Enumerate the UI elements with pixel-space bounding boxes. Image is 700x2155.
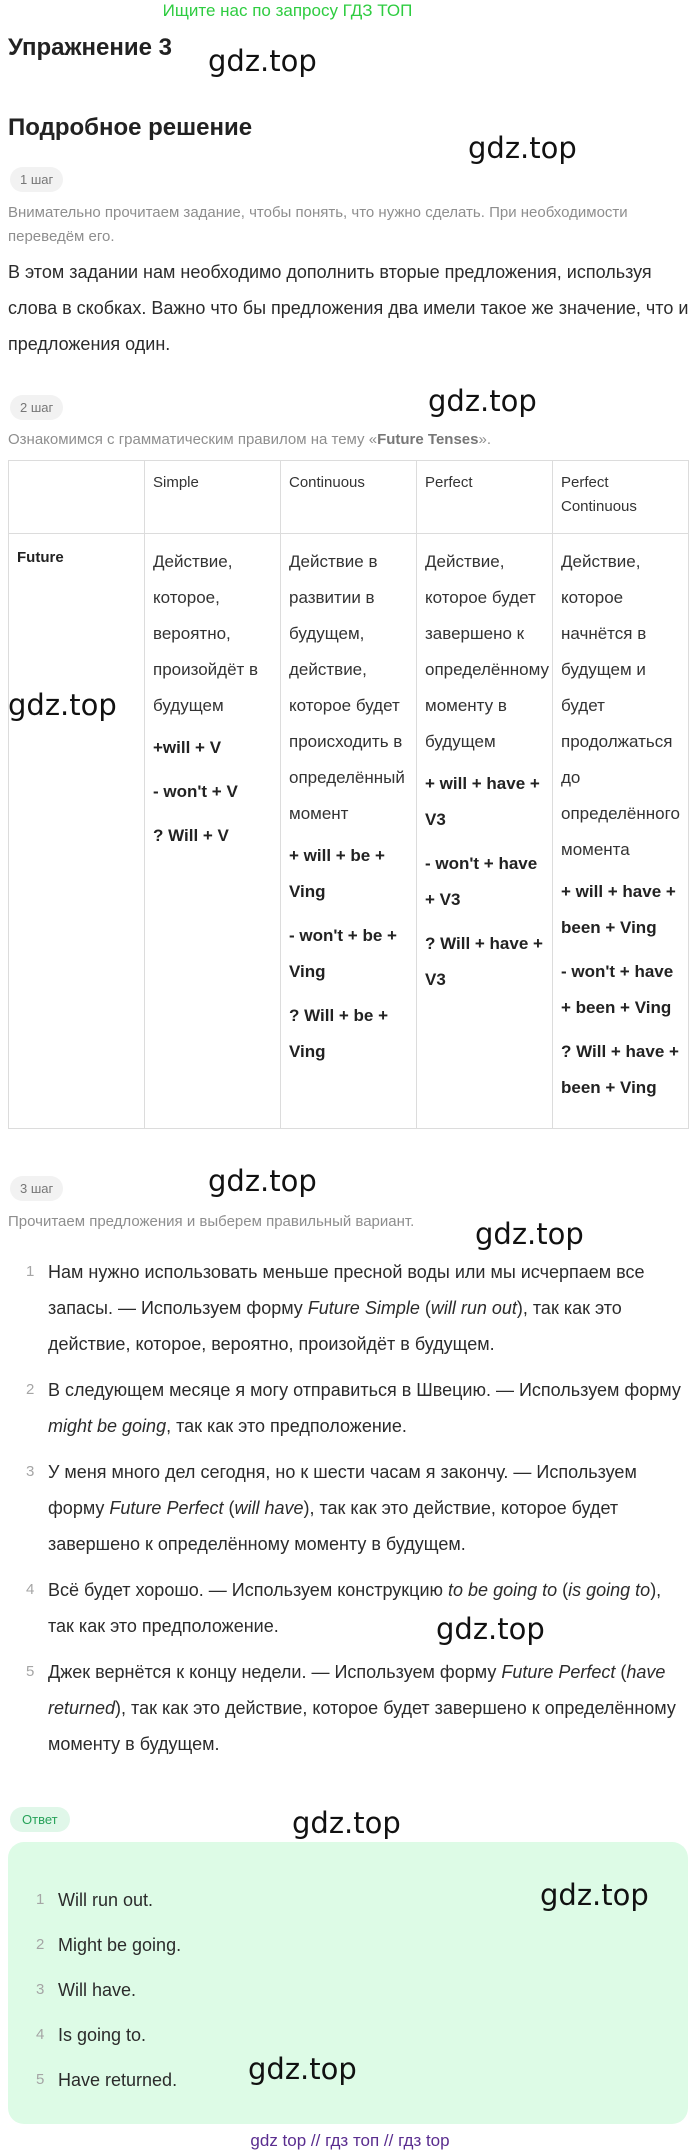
answer-item [18, 1882, 618, 1918]
table-cell-perfect-continuous [553, 534, 689, 1129]
watermark: gdz.top [468, 131, 577, 165]
item-text: Нам нужно использовать меньше пресной воды или мы исчерпаем все запасы. — Используем форму [48, 1262, 645, 1318]
answer-text: Is going to. [58, 2025, 147, 2045]
item-text: ), так как это предположение. [48, 1580, 662, 1636]
watermark: gdz.top [292, 1806, 401, 1840]
item-text: У меня много дел сегодня, но к шести часам я закончу. — Используем форму [48, 1462, 637, 1518]
footer-links[interactable]: gdz top // гдз топ // гдз top [250, 2131, 450, 2150]
item-emphasis: have returned [48, 1662, 666, 1718]
cell-formula: + will + have + been + Ving [561, 882, 676, 937]
table-header-row [9, 461, 689, 534]
table-header-cell: Perfect Continuous [553, 461, 689, 534]
list-item [8, 1654, 690, 1762]
cell-description: Действие, которое будет завершено к определённому моменту в будущем [425, 552, 549, 751]
answer-text: Might be going. [58, 1935, 182, 1955]
table-header-cell: Perfect [417, 461, 553, 534]
step-1-text: В этом задании нам необходимо дополнить вторые предложения, используя слова в скобках. Важно что бы предложения два имели такое же значение, что и предложения один. [8, 262, 689, 354]
cell-description: Действие в развитии в будущем, действие, которое будет происходить в определённый момент [289, 552, 405, 823]
solution-list [8, 1254, 690, 1772]
item-emphasis: Future Perfect [501, 1662, 616, 1682]
item-text: Всё будет хорошо. — Используем конструкцию [48, 1580, 449, 1600]
item-text: ( [557, 1580, 569, 1600]
item-number: 5 [26, 1663, 35, 1680]
table-cell-perfect [417, 534, 553, 1129]
item-number: 1 [26, 1263, 35, 1280]
item-number: 3 [26, 1463, 35, 1480]
search-banner[interactable]: Ищите нас по запросу ГДЗ ТОП [162, 1, 413, 20]
answer-item [18, 1972, 618, 2008]
step-3-badge: 3 шаг [10, 1176, 63, 1201]
item-text: Джек вернётся к концу недели. — Используем форму [48, 1662, 502, 1682]
watermark: gdz.top [540, 1878, 649, 1912]
watermark: gdz.top [428, 384, 537, 418]
cell-formula: - won't + have + been + Ving [561, 962, 674, 1017]
watermark: gdz.top [436, 1612, 545, 1646]
step-2-intro [8, 428, 688, 452]
cell-formula: - won't + be + Ving [289, 926, 397, 981]
cell-formula: +will + V [153, 738, 222, 757]
watermark: gdz.top [475, 1217, 584, 1251]
cell-formula: ? Will + have + V3 [425, 934, 543, 989]
watermark: gdz.top [8, 688, 117, 722]
answer-item [18, 2017, 618, 2053]
list-item [8, 1372, 690, 1444]
answer-number: 5 [36, 2071, 45, 2088]
answer-item [18, 1927, 618, 1963]
item-emphasis: might be going [48, 1416, 167, 1436]
cell-formula: ? Will + have + been + Ving [561, 1042, 679, 1097]
section-title: Подробное решение [8, 114, 253, 141]
step-3-intro: Прочитаем предложения и выберем правильный вариант. [8, 1213, 415, 1230]
cell-formula: ? Will + be + Ving [289, 1006, 389, 1061]
answer-text: Have returned. [58, 2070, 178, 2090]
step-1-intro: Внимательно прочитаем задание, чтобы понять, что нужно сделать. При необходимости переведём его. [8, 204, 628, 245]
answer-number: 3 [36, 1981, 45, 1998]
list-item [8, 1454, 690, 1562]
item-emphasis: to be going to [448, 1580, 558, 1600]
item-text: ( [419, 1298, 431, 1318]
item-emphasis: will run out [430, 1298, 517, 1318]
cell-description: Действие, которое начнётся в будущем и будет продолжаться до определённого момента [561, 552, 680, 859]
answer-number: 1 [36, 1891, 45, 1908]
item-emphasis: Future Simple [307, 1298, 420, 1318]
cell-formula: + will + have + V3 [425, 774, 540, 829]
watermark: gdz.top [248, 2052, 357, 2086]
step-1-badge: 1 шаг [10, 167, 63, 192]
answer-text: Will run out. [58, 1890, 154, 1910]
table-cell-simple [145, 534, 281, 1129]
answer-text: Will have. [58, 1980, 137, 2000]
answer-number: 2 [36, 1936, 45, 1953]
item-emphasis: is going to [568, 1580, 651, 1600]
step-2-intro-end: ». [478, 431, 491, 448]
step-2-intro-text: Ознакомимся с грамматическим правилом на тему « [8, 431, 378, 448]
item-number: 4 [26, 1581, 35, 1598]
item-text: ( [223, 1498, 235, 1518]
item-text: ), так как это действие, которое, вероятно, произойдёт в будущем. [48, 1298, 622, 1354]
cell-formula: - won't + V [153, 782, 238, 801]
table-header-cell: Continuous [281, 461, 417, 534]
cell-description: Действие, которое, вероятно, произойдёт в будущем [153, 552, 259, 715]
answer-number: 4 [36, 2026, 45, 2043]
answer-badge: Ответ [10, 1807, 70, 1832]
table-cell-continuous [281, 534, 417, 1129]
cell-formula: + will + be + Ving [289, 846, 385, 901]
item-text: ( [615, 1662, 627, 1682]
row-header-future: Future [9, 534, 145, 1129]
item-text: ), так как это действие, которое будет завершено к определённому моменту в будущем. [48, 1498, 619, 1554]
item-emphasis: will have [234, 1498, 304, 1518]
list-item [8, 1254, 690, 1362]
step-2-intro-topic: Future Tenses [377, 431, 479, 448]
list-item [8, 1572, 690, 1644]
watermark: gdz.top [208, 44, 317, 78]
page-title: Упражнение 3 [8, 34, 172, 61]
item-number: 2 [26, 1381, 35, 1398]
item-text: , так как это предположение. [166, 1416, 407, 1436]
table-header-cell [9, 461, 145, 534]
cell-formula: - won't + have + V3 [425, 854, 538, 909]
table-header-cell: Simple [145, 461, 281, 534]
item-text: В следующем месяце я могу отправиться в Швецию. — Используем форму [48, 1380, 681, 1400]
item-text: ), так как это действие, которое будет завершено к определённому моменту в будущем. [48, 1698, 676, 1754]
cell-formula: ? Will + V [153, 826, 229, 845]
grammar-table [8, 460, 689, 1129]
item-emphasis: Future Perfect [109, 1498, 224, 1518]
step-2-badge: 2 шаг [10, 395, 63, 420]
table-row [9, 534, 689, 1129]
watermark: gdz.top [208, 1164, 317, 1198]
